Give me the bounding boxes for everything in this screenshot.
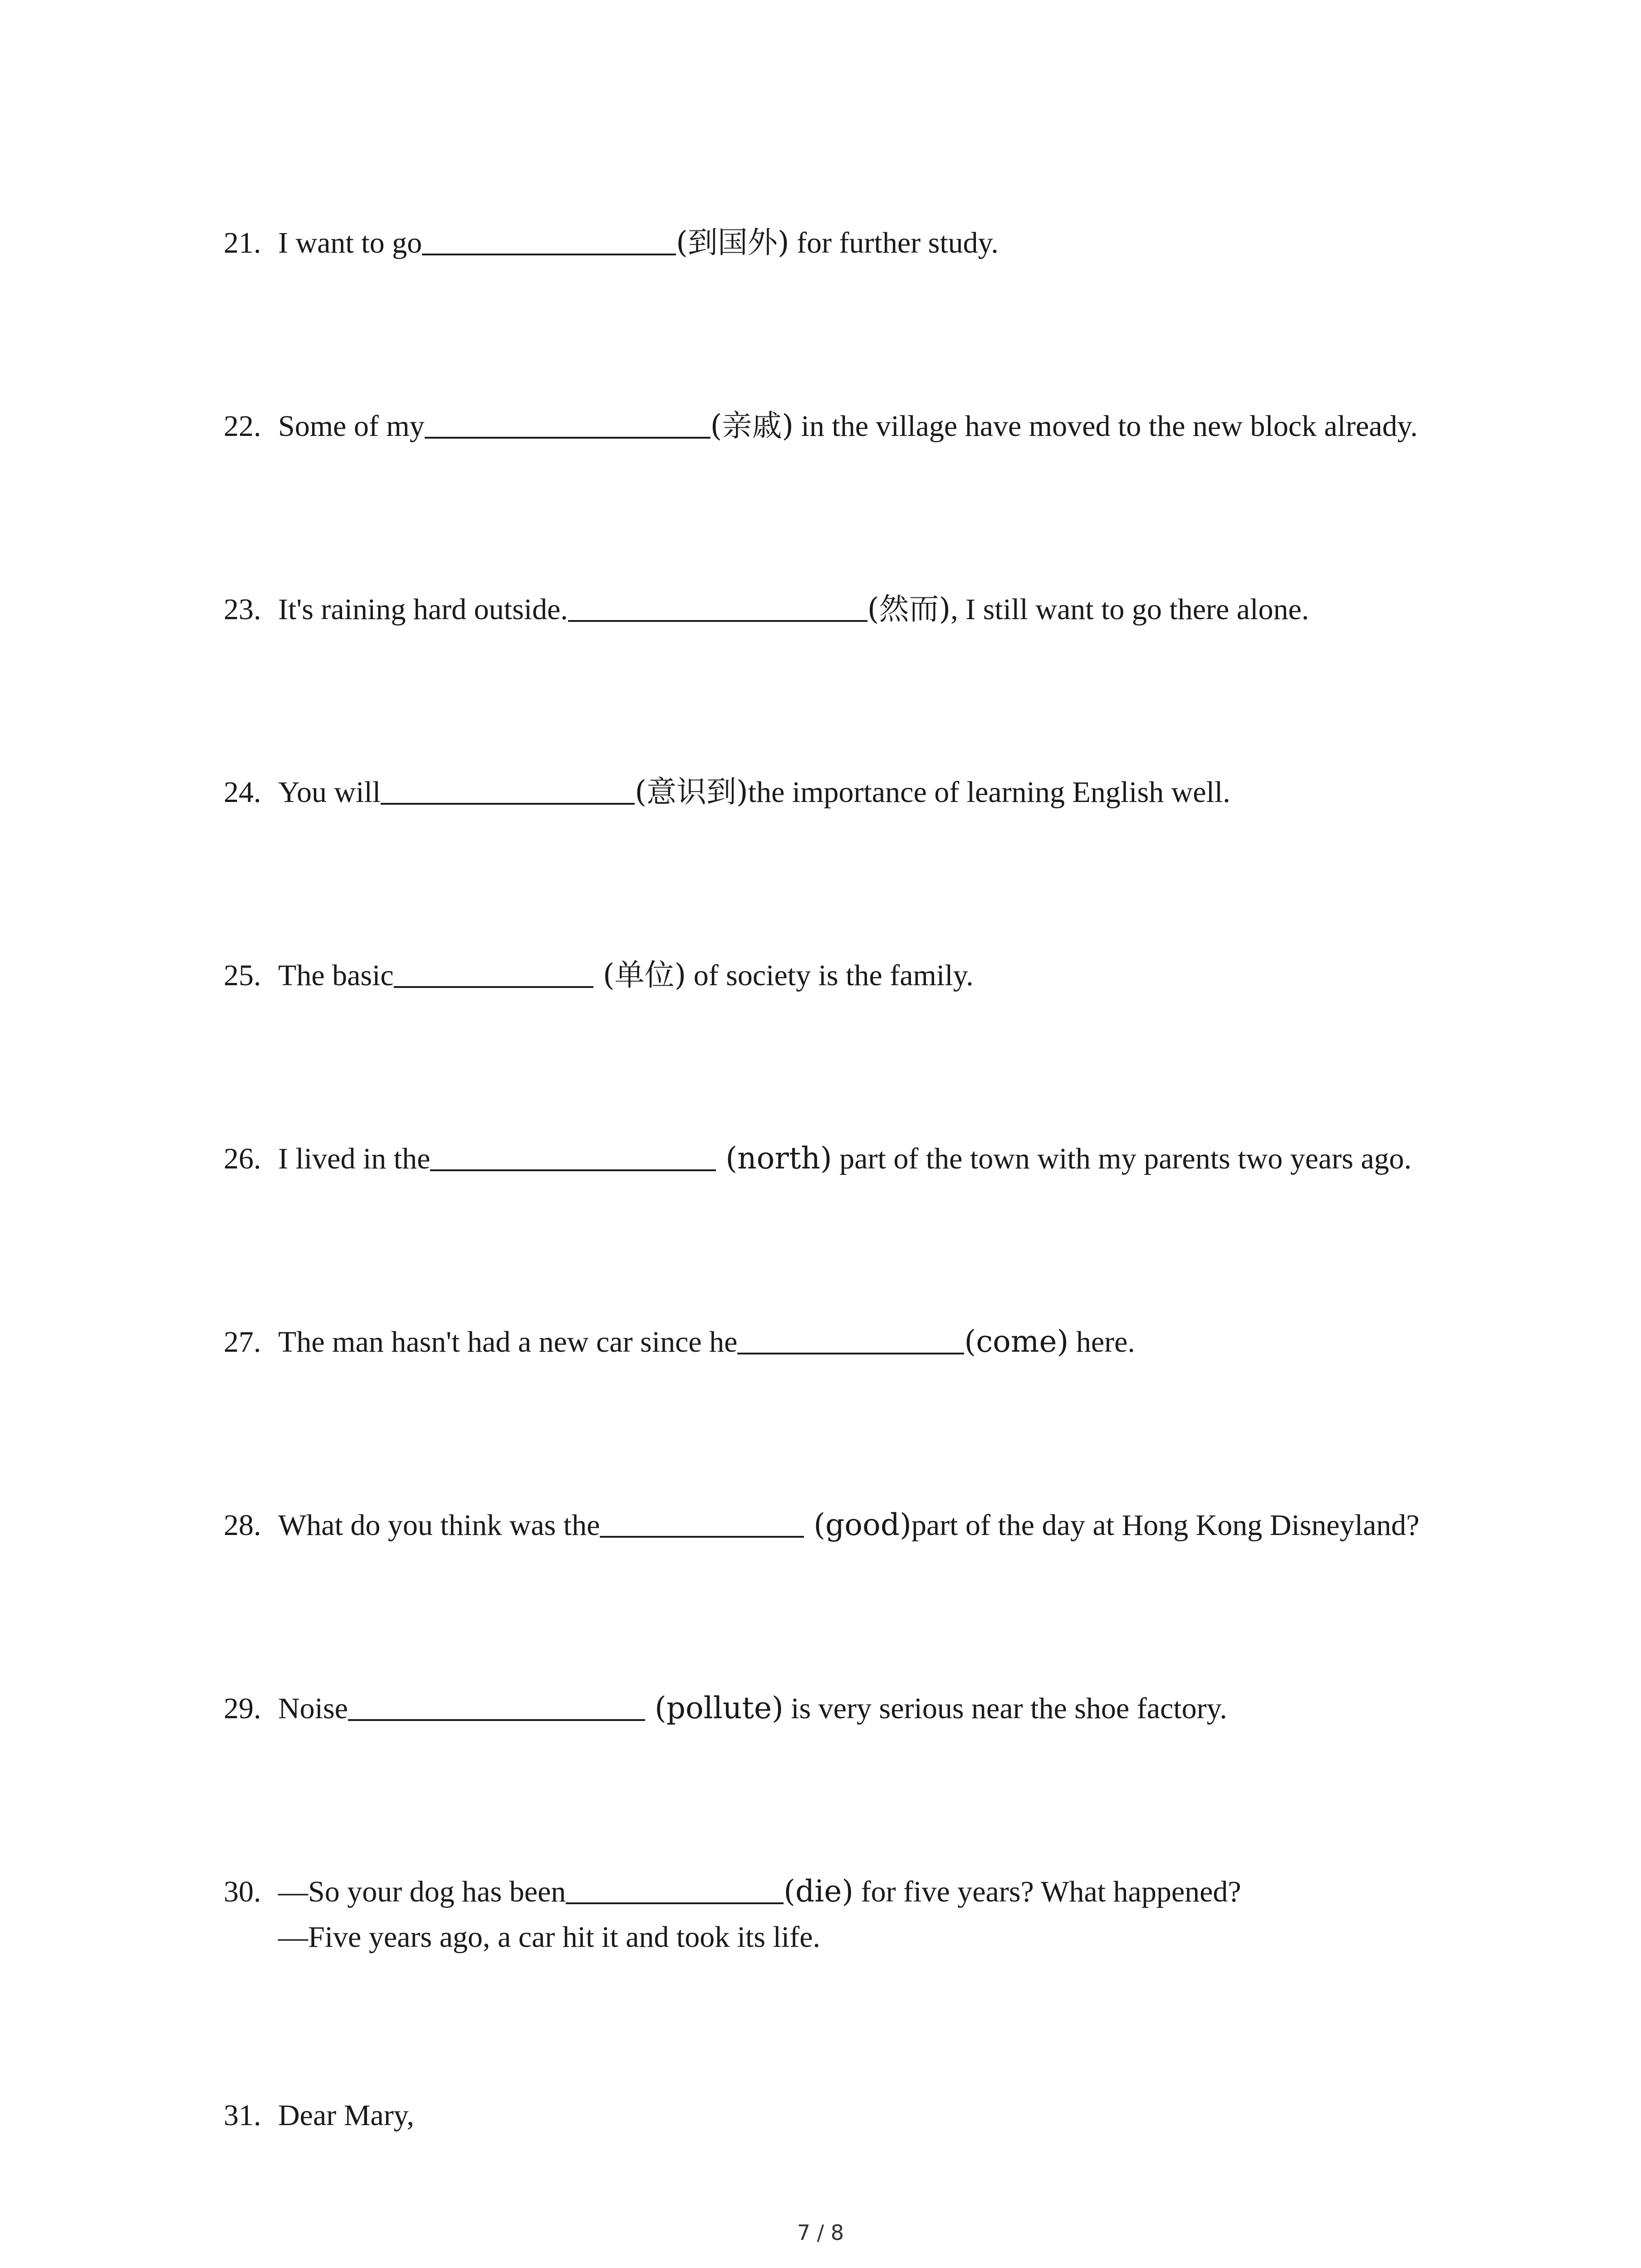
answer-blank[interactable]	[425, 407, 710, 439]
question-number: 24.	[224, 776, 261, 809]
question-23	[224, 587, 1494, 632]
question-text: —So your dog has been	[278, 1875, 566, 1908]
question-22	[224, 403, 1494, 449]
question-text-end: of society is the family.	[686, 959, 974, 992]
question-number: 23.	[224, 593, 261, 626]
question-hint: (north)	[716, 1141, 832, 1176]
question-line-1	[224, 1869, 1494, 1915]
question-number: 22.	[224, 410, 261, 443]
question-text: You will	[278, 776, 381, 809]
question-31	[224, 2093, 1494, 2138]
question-30	[224, 1869, 1494, 1960]
question-text: Some of my	[278, 410, 425, 443]
question-number: 31.	[224, 2099, 261, 2132]
answer-blank[interactable]	[430, 1139, 716, 1171]
question-hint: (pollute)	[645, 1691, 784, 1725]
question-hint: (die)	[784, 1874, 854, 1909]
question-21	[224, 220, 1494, 266]
question-hint: (come)	[964, 1324, 1069, 1359]
question-text-end: , I still want to go there alone.	[950, 593, 1309, 626]
question-hint: (然而)	[867, 591, 951, 626]
question-text: Noise	[278, 1692, 348, 1725]
question-hint: (亲戚)	[710, 408, 794, 443]
answer-blank[interactable]	[600, 1506, 804, 1538]
question-text: It's raining hard outside.	[278, 593, 568, 626]
question-25	[224, 953, 1494, 998]
question-text-end: in the village have moved to the new block already.	[794, 410, 1418, 443]
question-line-2: —Five years ago, a car hit it and took its life.	[278, 1921, 821, 1954]
question-24	[224, 769, 1494, 815]
page-number: 7 / 8	[797, 2220, 844, 2245]
question-text-end: part of the town with my parents two years ago.	[832, 1142, 1412, 1175]
question-27	[224, 1319, 1494, 1365]
answer-blank[interactable]	[422, 224, 676, 255]
answer-blank[interactable]	[737, 1323, 964, 1354]
question-hint: (意识到)	[635, 774, 748, 809]
question-text-end: the importance of learning English well.	[748, 776, 1230, 809]
question-number: 21.	[224, 226, 261, 259]
question-hint: (单位)	[593, 958, 686, 992]
question-29	[224, 1686, 1494, 1731]
question-number: 25.	[224, 959, 261, 992]
question-text: Dear Mary,	[278, 2099, 414, 2132]
question-text: I want to go	[278, 226, 422, 259]
question-text: The basic	[278, 959, 394, 992]
question-number: 27.	[224, 1325, 261, 1359]
question-text-end: is very serious near the shoe factory.	[783, 1692, 1227, 1725]
answer-blank[interactable]	[381, 773, 635, 805]
answer-blank[interactable]	[568, 590, 867, 622]
question-number: 30.	[224, 1875, 261, 1908]
question-number: 26.	[224, 1142, 261, 1175]
answer-blank[interactable]	[394, 956, 593, 988]
question-26	[224, 1136, 1494, 1182]
question-number: 28.	[224, 1509, 261, 1542]
question-hint: (good)	[804, 1507, 911, 1542]
question-text-end: for further study.	[789, 226, 999, 259]
question-text: I lived in the	[278, 1142, 431, 1175]
answer-blank[interactable]	[348, 1689, 645, 1721]
answer-blank[interactable]	[566, 1872, 784, 1904]
question-text-end: here.	[1068, 1325, 1135, 1359]
question-28	[224, 1502, 1494, 1548]
question-number: 29.	[224, 1692, 261, 1725]
question-text-end: part of the day at Hong Kong Disneyland?	[911, 1509, 1420, 1542]
question-text: What do you think was the	[278, 1509, 600, 1542]
question-hint: (到国外)	[676, 225, 789, 260]
question-text-end: for five years? What happened?	[853, 1875, 1241, 1908]
question-text: The man hasn't had a new car since he	[278, 1325, 738, 1359]
